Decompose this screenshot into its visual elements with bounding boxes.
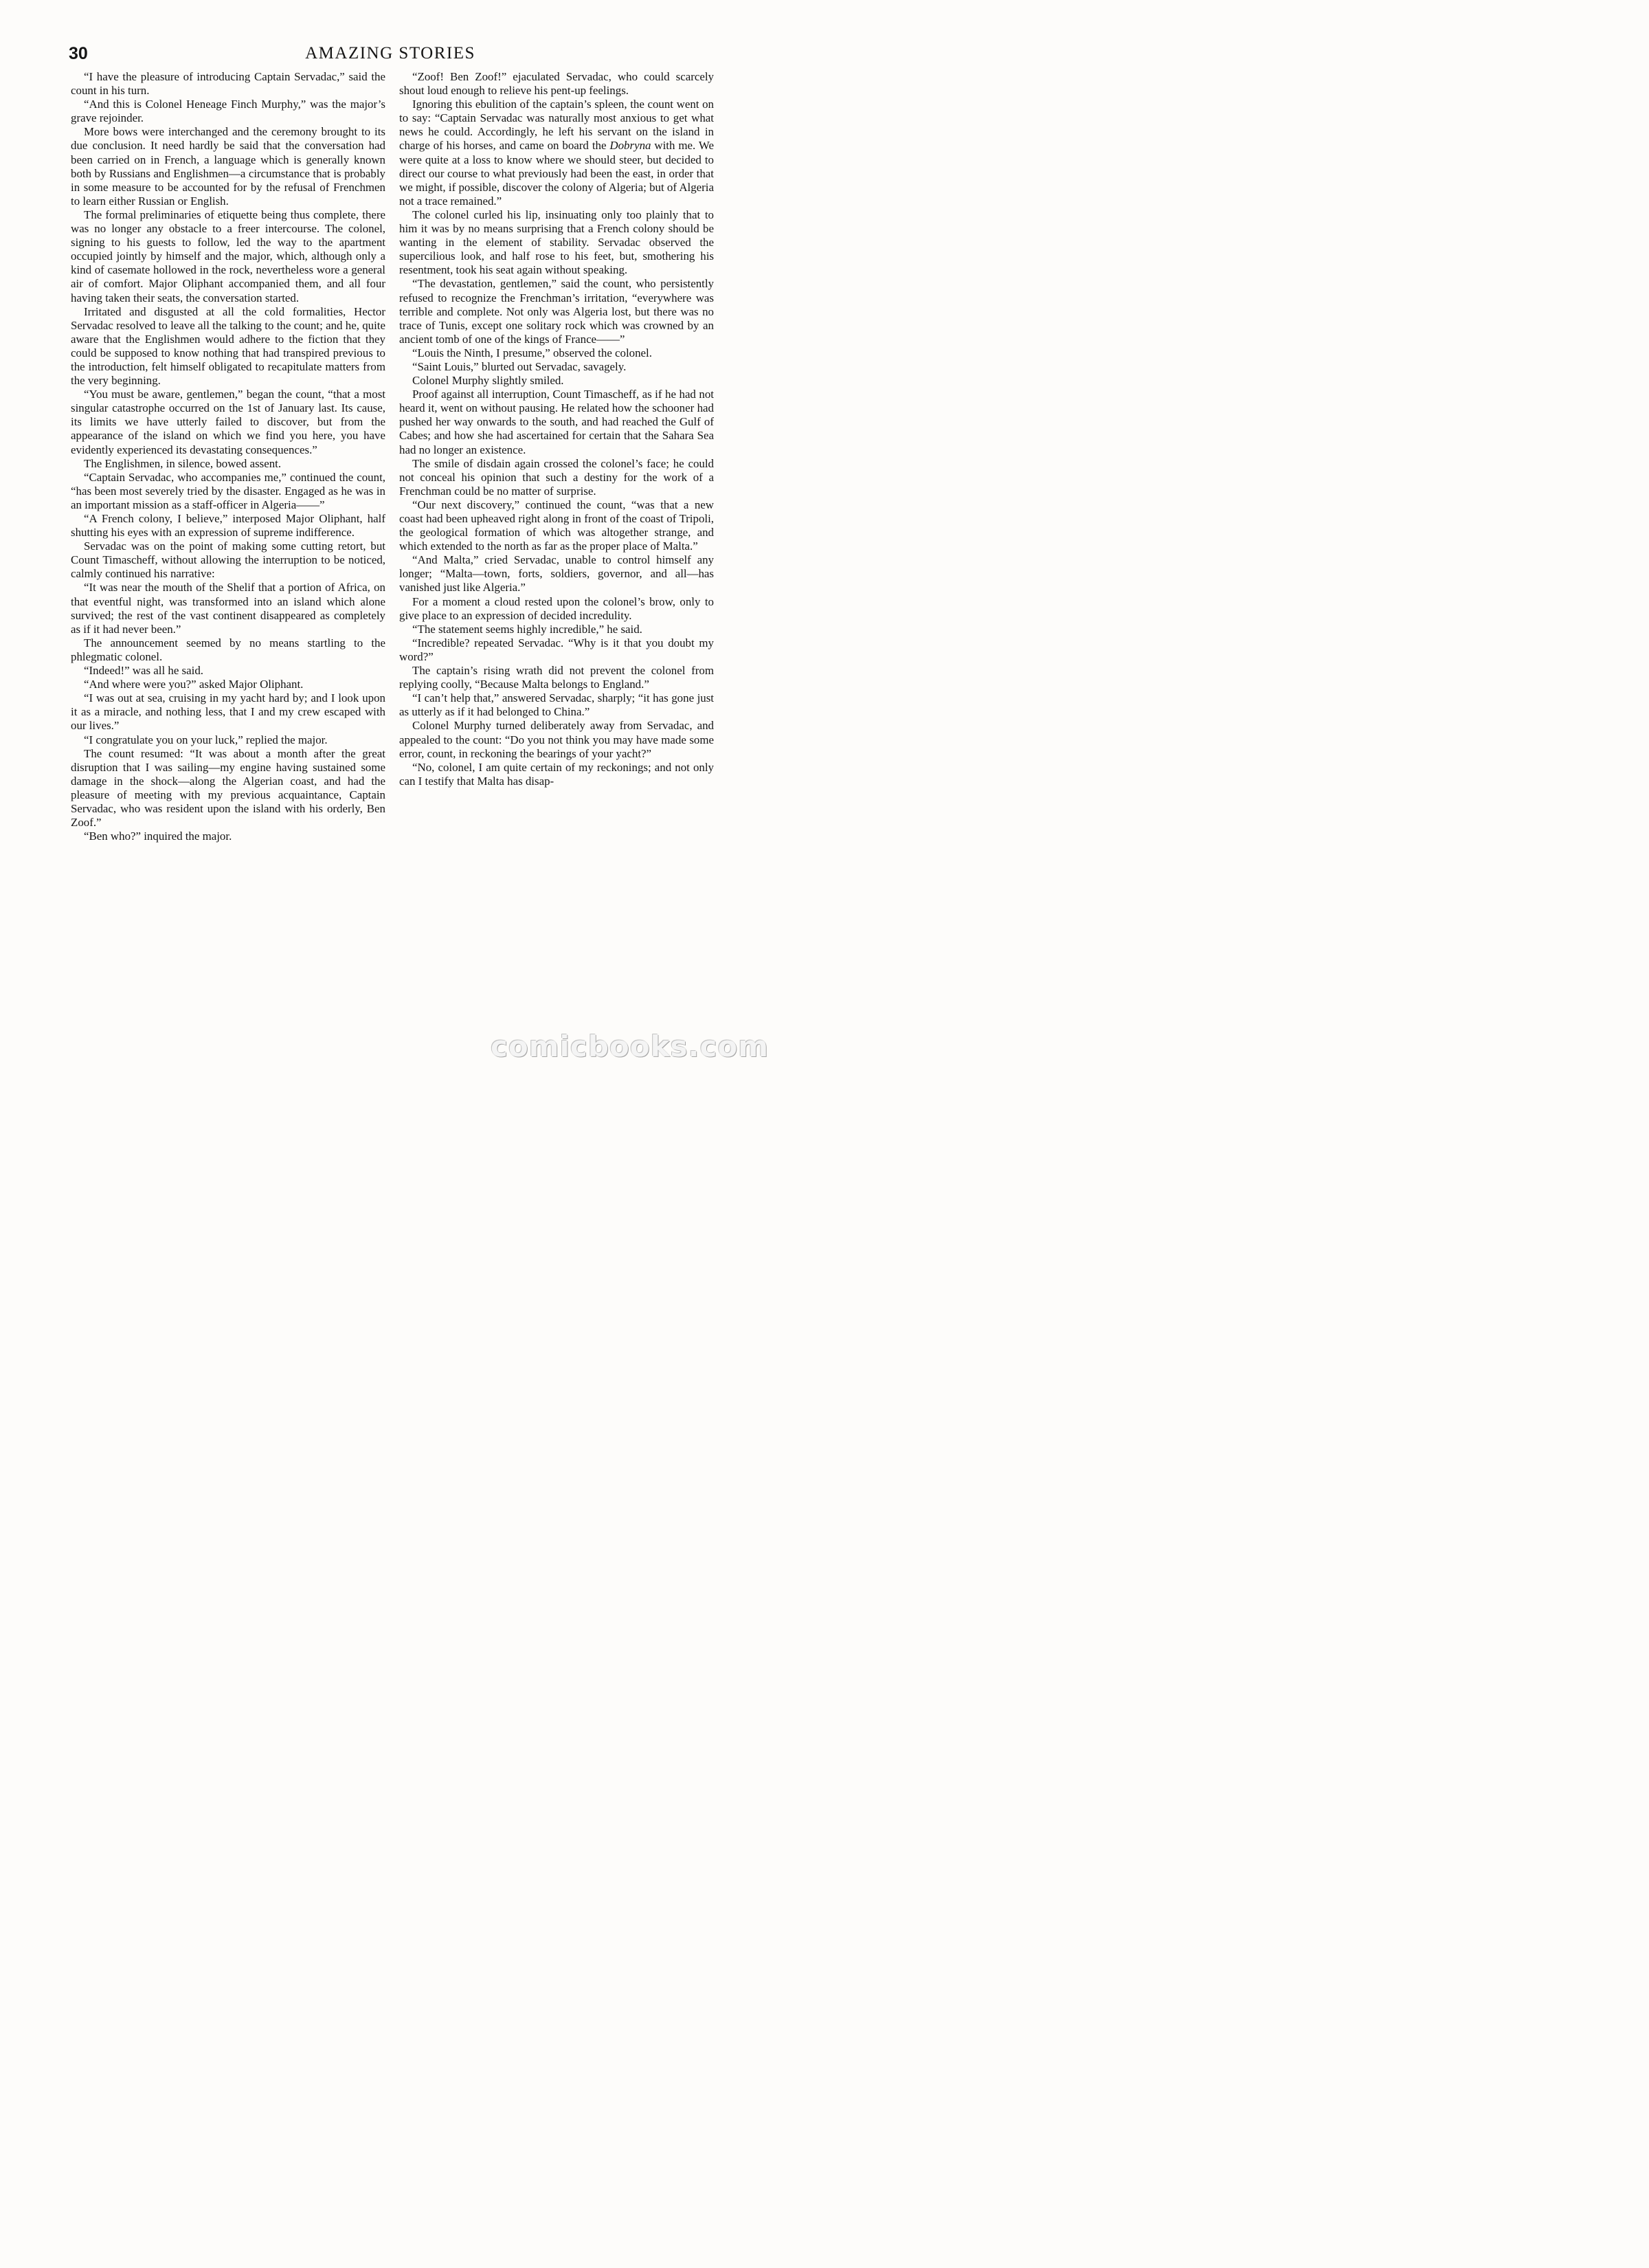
paragraph: “I can’t help that,” answered Servadac, sharply; “it has gone just as utterly as if it had belonged to China.” — [399, 691, 714, 719]
text-column-right — [399, 70, 714, 1032]
paragraph: More bows were interchanged and the ceremony brought to its due conclusion. It need hardly be said that the conversation had been carried on in French, a language which is generally known both by Russians and Englishmen—a circumstance that is probably in some measure to be accounted for by the refusal of Frenchmen to learn either Russian or English. — [71, 125, 385, 208]
paragraph: “A French colony, I believe,” interposed Major Oliphant, half shutting his eyes with an expression of supreme indifference. — [71, 512, 385, 540]
paragraph: Irritated and disgusted at all the cold formalities, Hector Servadac resolved to leave all the talking to the count; and he, quite aware that the Englishmen would adhere to the fiction that they could be supposed to know nothing that had transpired previous to the introduction, felt himself obligated to recapitulate matters from the very beginning. — [71, 304, 385, 388]
paragraph: “The devastation, gentlemen,” said the count, who persistently refused to recognize the Frenchman’s irritation, “everywhere was terrible and complete. Not only was Algeria lost, but there was no trace of Tunis, except one solitary rock which was crowned by an ancient tomb of one of the kings of France——” — [399, 277, 714, 346]
paragraph: Servadac was on the point of making some cutting retort, but Count Timascheff, without allowing the interruption to be noticed, calmly continued his narrative: — [71, 540, 385, 581]
paragraph: “And this is Colonel Heneage Finch Murphy,” was the major’s grave rejoinder. — [71, 98, 385, 125]
paragraph: The captain’s rising wrath did not prevent the colonel from replying coolly, “Because Malta belongs to England.” — [399, 664, 714, 691]
paragraph: “Indeed!” was all he said. — [84, 664, 203, 678]
paragraph: “Our next discovery,” continued the count, “was that a new coast had been upheaved right along in front of the coast of Tripoli, the geological formation of which was altogether strange, and which extended to the north as far as the proper place of Malta.” — [399, 498, 714, 553]
paragraph: Ignoring this ebulition of the captain’s spleen, the count went on to say: “Captain Servadac was naturally most anxious to get what news he could. Accordingly, he left his servant on the island in charge of his horses, and came on board the Dobryna with me. We were quite at a loss to know where we should steer, but decided to direct our course to what previously had been the east, in order that we might, if possible, discover the colony of Algeria; but of Algeria not a trace remained.” — [399, 98, 714, 208]
page-number: 30 — [69, 44, 88, 63]
paragraph: “Zoof! Ben Zoof!” ejaculated Servadac, who could scarcely shout loud enough to relieve his pent-up feelings. — [399, 70, 714, 98]
magazine-title: AMAZING STORIES — [305, 44, 475, 63]
paragraph: “And Malta,” cried Servadac, unable to control himself any longer; “Malta—town, forts, soldiers, governor, and all—has vanished just like Algeria.” — [399, 553, 714, 594]
watermark-logo: comicbooks.com — [491, 1030, 769, 1063]
paragraph: Colonel Murphy slightly smiled. — [412, 374, 564, 388]
paragraph: Proof against all interruption, Count Timascheff, as if he had not heard it, went on without pausing. He related how the schooner had pushed her way onwards to the south, and had reached the Gulf of Cabes; and how she had ascertained for certain that the Sahara Sea had no longer an existence. — [399, 388, 714, 456]
paragraph: The smile of disdain again crossed the colonel’s face; he could not conceal his opinion that such a destiny for the work of a Frenchman could be no matter of surprise. — [399, 456, 714, 498]
page-header — [69, 43, 712, 65]
paragraph: “Louis the Ninth, I presume,” observed the colonel. — [412, 346, 652, 359]
text-column-left — [71, 70, 385, 1032]
paragraph: “I congratulate you on your luck,” replied the major. — [84, 733, 328, 746]
paragraph: “Captain Servadac, who accompanies me,” continued the count, “has been most severely tried by the disaster. Engaged as he was in an important mission as a staff-officer in Algeria——” — [71, 470, 385, 511]
paragraph: The count resumed: “It was about a month after the great disruption that I was sailing—my engine having sustained some damage in the shock—along the Algerian coast, and had the pleasure of meeting with my previous acquaintance, Captain Servadac, who was resident upon the island with his orderly, Ben Zoof.” — [71, 746, 385, 830]
paragraph: “I was out at sea, cruising in my yacht hard by; and I look upon it as a miracle, and nothing less, that I and my crew escaped with our lives.” — [71, 691, 385, 733]
paragraph: “Ben who?” inquired the major. — [84, 830, 232, 843]
paragraph: “Incredible? repeated Servadac. “Why is it that you doubt my word?” — [399, 636, 714, 663]
paragraph: “I have the pleasure of introducing Captain Servadac,” said the count in his turn. — [71, 70, 385, 98]
paragraph: “Saint Louis,” blurted out Servadac, savagely. — [412, 359, 627, 373]
paragraph: The announcement seemed by no means startling to the phlegmatic colonel. — [71, 636, 385, 663]
paragraph: “And where were you?” asked Major Oliphant. — [84, 678, 304, 691]
paragraph: “The statement seems highly incredible,” he said. — [412, 622, 642, 636]
paragraph: “No, colonel, I am quite certain of my reckonings; and not only can I testify that Malta has disap- — [399, 760, 714, 788]
paragraph: The formal preliminaries of etiquette being thus complete, there was no longer any obstacle to a freer intercourse. The colonel, signing to his guests to follow, led the way to the apartment occupied jointly by himself and the major, which, although only a kind of casemate hollowed in the rock, nevertheless wore a general air of comfort. Major Oliphant accompanied them, and all four having taken their seats, the conversation started. — [71, 208, 385, 304]
paragraph: “It was near the mouth of the Shelif that a portion of Africa, on that eventful night, was transformed into an island which alone survived; the rest of the vast continent disappeared as completely as if it had never been.” — [71, 581, 385, 636]
paragraph: Colonel Murphy turned deliberately away from Servadac, and appealed to the count: “Do you not think you may have made some error, count, in reckoning the bearings of your yacht?” — [399, 719, 714, 760]
paragraph: The Englishmen, in silence, bowed assent. — [84, 456, 282, 470]
paragraph: “You must be aware, gentlemen,” began the count, “that a most singular catastrophe occurred on the 1st of January last. Its cause, its limits we have utterly failed to discover, but from the appearance of the island on which we find you here, you have evidently experienced its devastating consequences.” — [71, 388, 385, 456]
paragraph: The colonel curled his lip, insinuating only too plainly that to him it was by no means surprising that a French colony should be wanting in the element of stability. Servadac observed the supercilious look, and half rose to his feet, but, smothering his resentment, took his seat again without speaking. — [399, 208, 714, 277]
paragraph: For a moment a cloud rested upon the colonel’s brow, only to give place to an expression of decided incredulity. — [399, 594, 714, 622]
italic-ship-name: Dobryna — [609, 139, 651, 153]
